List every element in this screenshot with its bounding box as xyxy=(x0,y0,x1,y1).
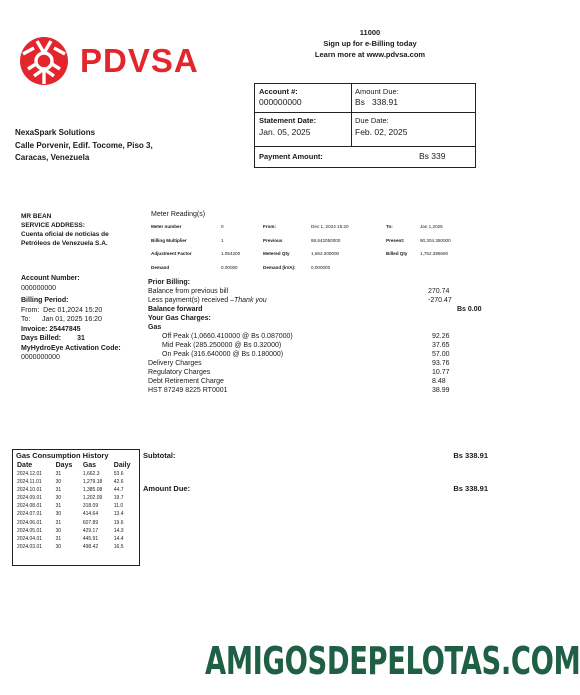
history-cell: 2024.03.01 xyxy=(17,543,43,550)
meter-cell: 1,662.300000 xyxy=(311,251,340,256)
days-billed-value: 31 xyxy=(77,335,85,342)
history-cell: 2024.05.01 xyxy=(17,527,43,534)
gas-line xyxy=(148,332,488,341)
watermark-text: AMIGOSDEPELOTAS.COM xyxy=(205,639,580,683)
gas-label: Gas xyxy=(148,324,162,331)
history-cell: 30 xyxy=(55,479,62,486)
meter-cell: Present: xyxy=(386,237,405,243)
brand-name: PDVSA xyxy=(80,42,199,79)
meter-cell: Jan 1,2025 xyxy=(420,224,443,229)
gas-line-label: On Peak (316.640000 @ Bs 0.180000) xyxy=(162,351,284,358)
service-name: MR BEAN xyxy=(21,213,52,220)
gas-lines xyxy=(148,332,488,359)
history-row xyxy=(14,510,138,518)
other-charge-line xyxy=(148,359,488,368)
activation-label: MyHydroEye Activation Code: xyxy=(21,344,121,352)
billing-to: To: Jan 01, 2025 16:20 xyxy=(21,316,102,323)
promo-link[interactable]: Learn more at www.pdvsa.com xyxy=(314,50,426,59)
service-block xyxy=(21,212,109,248)
meter-cell: Meter number xyxy=(151,224,182,229)
history-cell: 1,385.08 xyxy=(82,487,103,494)
service-address-label: SERVICE ADDRESS: xyxy=(21,222,85,229)
customer-name: NexaSpark Solutions xyxy=(15,128,96,137)
other-charges xyxy=(148,359,488,395)
customer-city: Caracas, Venezuela xyxy=(15,153,90,162)
other-charge-line xyxy=(148,377,488,386)
history-col-daily: Daily xyxy=(113,462,131,469)
history-col-date: Date xyxy=(17,462,33,469)
history-row xyxy=(14,527,138,535)
prior-billing-label: Prior Billing: xyxy=(148,279,190,286)
other-charge-value: 10.77 xyxy=(432,369,450,376)
history-cell: 318.09 xyxy=(82,503,99,510)
history-cell: 14.3 xyxy=(113,527,124,534)
subtotal-label: Subtotal: xyxy=(143,451,176,460)
gas-charges-label: Your Gas Charges: xyxy=(148,315,211,322)
history-cell: 2024.06.01 xyxy=(17,519,43,526)
history-cell: 498.42 xyxy=(82,543,99,550)
other-charge-value: 38.99 xyxy=(432,387,450,394)
history-cell: 30 xyxy=(55,511,62,518)
history-cell: 2024.08.01 xyxy=(17,503,43,510)
meter-cell: 1 xyxy=(221,237,224,243)
history-cell: 445.91 xyxy=(82,535,99,542)
other-charge-label: HST 87249 8225 RT0001 xyxy=(148,387,228,394)
gas-line-value: 92.26 xyxy=(432,333,450,340)
invoice-number: Invoice: 25447845 xyxy=(21,325,81,333)
gas-line-label: Mid Peak (285.250000 @ Bs 0.32000) xyxy=(162,342,282,349)
days-billed-label: Days Billed: xyxy=(21,335,62,342)
subtotal-value: Bs 338.91 xyxy=(453,451,488,460)
history-col-gas: Gas xyxy=(82,462,97,469)
other-charge-value: 93.76 xyxy=(432,360,450,367)
pdvsa-logo xyxy=(14,34,74,88)
gas-line-value: 57.00 xyxy=(432,351,450,358)
meter-cell: Adjustment Factor xyxy=(151,251,192,256)
amount-due-total-label: Amount Due: xyxy=(143,484,191,493)
history-cell: 19.6 xyxy=(113,519,124,526)
history-row xyxy=(14,494,138,502)
payments-value: -270.47 xyxy=(428,297,452,304)
history-cell: 1,202.09 xyxy=(82,495,103,502)
history-cell: 2024.11.01 xyxy=(17,479,42,486)
history-row xyxy=(14,470,138,478)
history-cell: 13.4 xyxy=(113,511,124,518)
history-cell: 31 xyxy=(55,487,62,494)
payments-note: Thank you xyxy=(233,297,267,304)
history-cell: 1,279.18 xyxy=(82,479,103,486)
other-charge-label: Debt Retirement Charge xyxy=(148,378,224,385)
history-cell: 429.17 xyxy=(82,527,99,534)
meter-cell: To: xyxy=(386,224,393,229)
meter-cell: 0.00000 xyxy=(221,264,238,270)
history-row xyxy=(14,535,138,543)
balance-forward-value: Bs 0.00 xyxy=(457,306,482,313)
history-cell: 31 xyxy=(55,535,62,542)
history-cell: 1,662.3 xyxy=(82,471,100,477)
account-label: Account #: xyxy=(259,87,298,96)
history-row xyxy=(14,486,138,494)
meter-cell: From: xyxy=(263,224,277,229)
payment-amount-value: Bs 339 xyxy=(419,151,446,161)
history-cell: 31 xyxy=(55,503,62,510)
service-address-line1: Cuenta oficial de noticias de xyxy=(21,231,109,238)
history-row xyxy=(14,543,138,551)
due-date-label: Due Date: xyxy=(355,116,389,125)
gas-line xyxy=(148,341,488,350)
due-date-value: Feb. 02, 2025 xyxy=(355,127,408,137)
meter-cell: Previous xyxy=(263,237,283,243)
promo-number: 11000 xyxy=(359,28,381,37)
history-row xyxy=(14,478,138,486)
gas-line xyxy=(148,350,488,359)
consumption-history xyxy=(12,449,140,566)
history-cell: 30 xyxy=(55,495,62,502)
balance-forward-label: Balance forward xyxy=(148,306,203,313)
billing-details xyxy=(148,278,488,395)
meter-cell: 1,752.396660 xyxy=(420,251,449,256)
account-value: 000000000 xyxy=(259,97,302,107)
history-cell: 2024.10.01 xyxy=(17,487,43,494)
history-cell: 30 xyxy=(55,543,62,550)
history-cell: 19.7 xyxy=(113,495,124,502)
payments-label: Less payment(s) received – xyxy=(148,297,234,304)
service-address-line2: Petróleos de Venezuela S.A. xyxy=(21,240,108,247)
history-cell: 31 xyxy=(55,471,62,477)
other-charge-line xyxy=(148,386,488,395)
statement-date-label: Statement Date: xyxy=(259,116,317,125)
meter-cell: Demand (kVA): xyxy=(263,264,296,270)
amount-due-total-value: Bs 338.91 xyxy=(453,484,488,493)
history-cell: 42.6 xyxy=(113,479,124,486)
history-cell: 53.6 xyxy=(113,471,124,477)
other-charge-line xyxy=(148,368,488,377)
history-cell: 2024.12.01 xyxy=(17,471,43,477)
meter-cell: Demand xyxy=(151,264,170,270)
payment-amount-label: Payment Amount: xyxy=(259,152,323,161)
billing-from: From: Dec 01,2024 15:20 xyxy=(21,306,103,314)
meter-cell: 1.054200 xyxy=(221,251,241,256)
gas-line-value: 37.65 xyxy=(432,342,450,349)
history-cell: 2024.04.01 xyxy=(17,535,43,542)
other-charge-label: Delivery Charges xyxy=(148,360,202,367)
history-cell: 30 xyxy=(55,527,62,534)
history-table xyxy=(14,461,138,551)
history-row xyxy=(14,502,138,510)
billing-period-label: Billing Period: xyxy=(21,297,69,304)
history-cell: 11.0 xyxy=(113,503,124,510)
other-charge-label: Regulatory Charges xyxy=(148,369,211,376)
customer-street: Calle Porvenir, Edif. Tocome, Piso 3, xyxy=(15,140,153,150)
balance-previous-value: 270.74 xyxy=(428,288,450,295)
meter-cell: 90,304.350000 xyxy=(420,237,451,243)
other-charge-value: 8.48 xyxy=(432,378,446,385)
activation-code: 0000000000 xyxy=(21,354,60,361)
history-col-days: Days xyxy=(55,462,73,469)
meter-cell: 0 xyxy=(221,224,224,229)
meter-cell: 0.000000 xyxy=(311,264,331,270)
amount-due-label: Amount Due: xyxy=(355,87,399,96)
account-number: 000000000 xyxy=(21,284,57,292)
gas-line-label: Off Peak (1,0660.410000 @ Bs 0.087000) xyxy=(162,333,293,340)
history-cell: 44.7 xyxy=(113,487,124,494)
account-summary-box xyxy=(254,83,476,168)
amount-due-value: Bs 338.91 xyxy=(355,97,399,107)
account-number-label: Account Number: xyxy=(21,275,80,282)
account-info xyxy=(21,274,121,363)
meter-cell: Billed Qty xyxy=(386,251,408,256)
history-title: Gas Consumption History xyxy=(16,451,109,460)
statement-date-value: Jan. 05, 2025 xyxy=(259,127,311,137)
history-cell: 16.5 xyxy=(113,543,124,550)
meter-cell: Metered Qty xyxy=(263,251,290,256)
meter-title: Meter Reading(s) xyxy=(151,211,206,218)
history-cell: 414.64 xyxy=(82,511,99,518)
meter-cell: 88,642050000 xyxy=(311,237,341,243)
meter-cell: Billing Multiplier xyxy=(151,237,187,243)
history-cell: 2024.09.01 xyxy=(17,495,43,502)
history-cell: 607.89 xyxy=(82,519,99,526)
history-cell: 14.4 xyxy=(113,535,124,542)
customer-address xyxy=(15,127,153,165)
promo-signup: Sign up for e-Billing today xyxy=(323,39,417,48)
history-cell: 2024.07.01 xyxy=(17,511,43,518)
meter-cell: Dec 1, 2024 15:20 xyxy=(311,224,349,229)
history-cell: 31 xyxy=(55,519,62,526)
history-row xyxy=(14,519,138,527)
balance-previous-label: Balance from previous bill xyxy=(148,288,229,295)
